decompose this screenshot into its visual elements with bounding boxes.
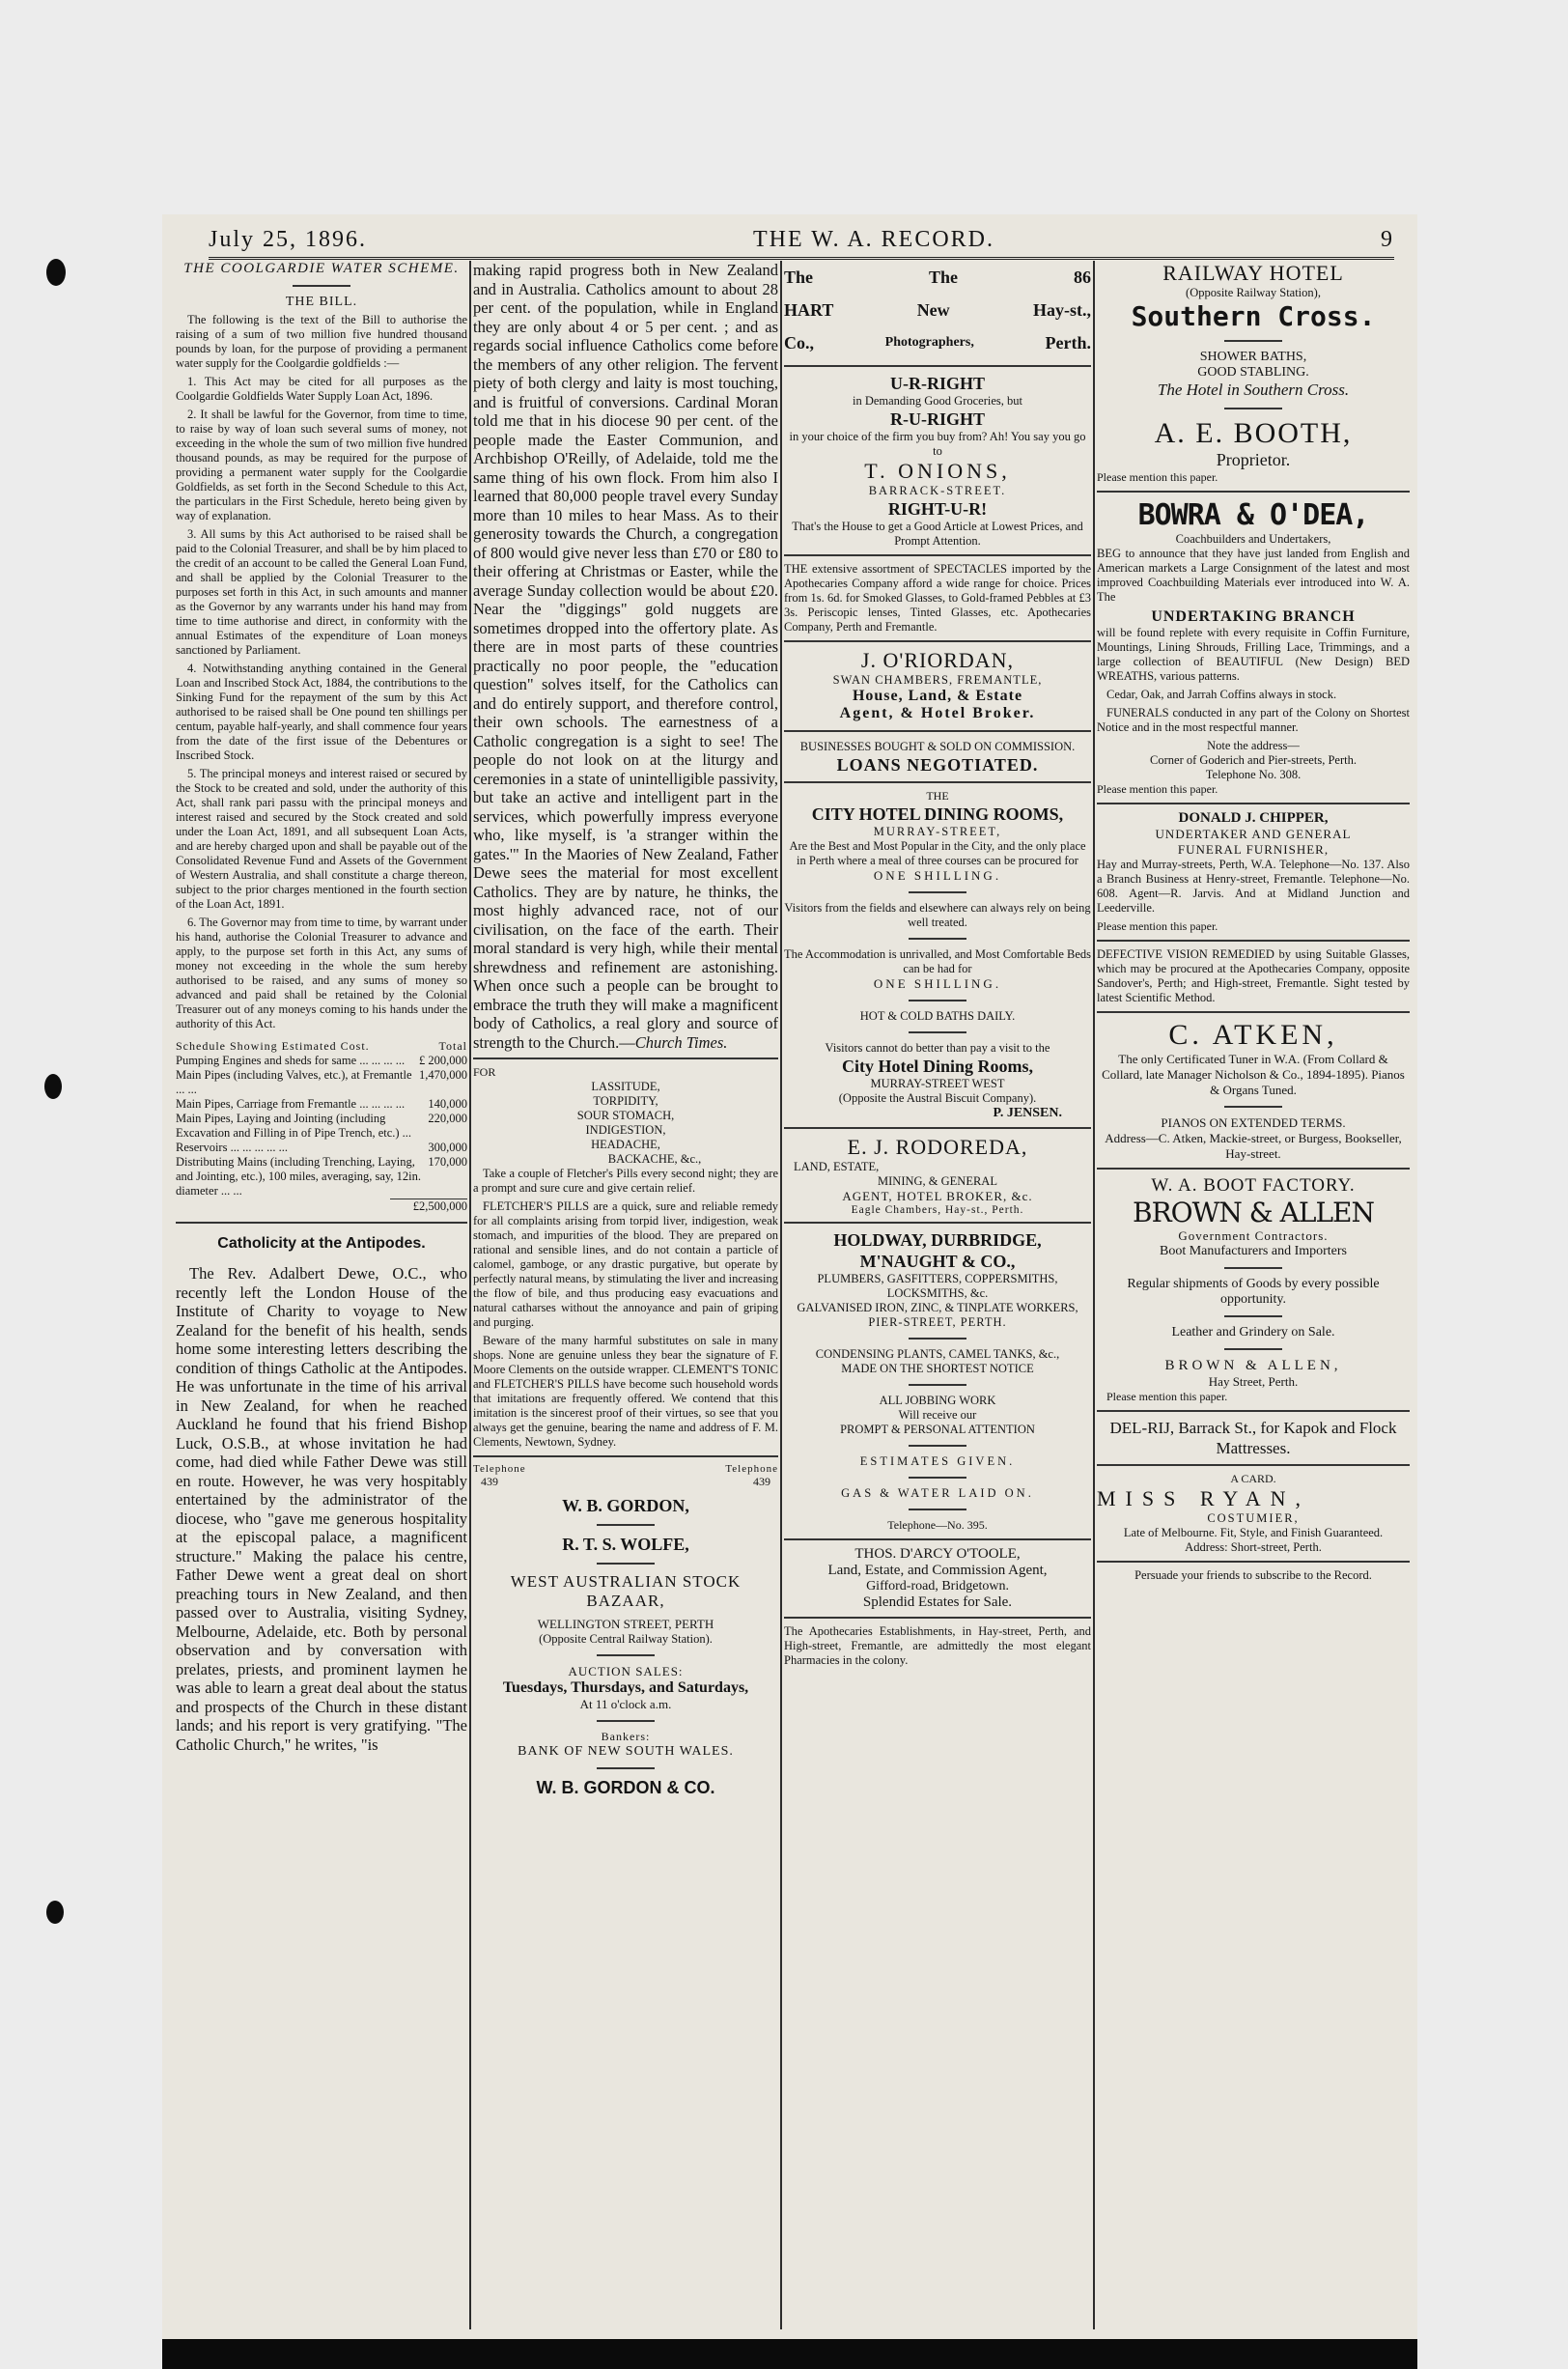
- ad-oriordan: J. O'RIORDAN, SWAN CHAMBERS, FREMANTLE, House, Land, & Estate Agent, & Hotel Broker. BUSINESSES BOUGHT & SOLD ON COMMISSION. LOANS NEGOTIATED.: [784, 640, 1091, 776]
- ad-city-hotel: THE CITY HOTEL DINING ROOMS, MURRAY-STREET, Are the Best and Most Popular in the City, and the only place in Perth where a meal of three courses can be procured for ONE SHILLING. Visitors from the fields and elsewhere can always rely on being well treated. The Accommodation is unrivalled, and Most Comfortable Beds can be had for ONE SHILLING. HOT & COLD BATHS DAILY. Visitors cannot do better than pay a visit to the City Hotel Dining Rooms, MURRAY-STREET WEST (Opposite the Austral Biscuit Company). P. JENSEN.: [784, 781, 1091, 1121]
- article-source: Church Times.: [634, 1032, 728, 1052]
- ink-blot: [44, 1074, 62, 1099]
- ad-address-note: (Opposite Central Railway Station).: [539, 1632, 713, 1646]
- ad-miss-ryan: A CARD. MISS RYAN, COSTUMIER, Late of Melbourne. Fit, Style, and Finish Guaranteed. Address: Short-street, Perth.: [1097, 1464, 1410, 1555]
- ad-otoole: THOS. D'ARCY O'TOOLE, Land, Estate, and Commission Agent, Gifford-road, Bridgetown. Splendid Estates for Sale.: [784, 1538, 1091, 1611]
- ad-holdway: HOLDWAY, DURBRIDGE, M'NAUGHT & CO., PLUMBERS, GASFITTERS, COPPERSMITHS, LOCKSMITHS, &c. GALVANISED IRON, ZINC, & TINPLATE WORKERS, PIER-STREET, PERTH. CONDENSING PLANTS, CAMEL TANKS, &c., MADE ON THE SHORTEST NOTICE ALL JOBBING WORK Will receive our PROMPT & PERSONAL ATTENTION ESTIMATES GIVEN. GAS & WATER LAID ON. Telephone—No. 395.: [784, 1222, 1091, 1533]
- proprietor-name: A. E. BOOTH,: [1154, 417, 1353, 449]
- bill-clause: 4. Notwithstanding anything contained in the General Loan and Inscribed Stock Act, 1884, the contributions to the Sinking Fund for the repayment of the sum by this Act authorised to be raised shall be One pound ten shillings per centum, payable half-yearly, and shall commence four years from the date of the first issue of the Debentures or Inscribed Stock.: [176, 662, 467, 762]
- article-subtitle-bill: THE BILL.: [285, 295, 358, 309]
- ad-name: DONALD J. CHIPPER,: [1178, 810, 1329, 826]
- ad-persuade: Persuade your friends to subscribe to the Record.: [1097, 1561, 1410, 1583]
- ad-del-rij: DEL-RIJ, Barrack St., for Kapok and Flock Mattresses.: [1097, 1410, 1410, 1458]
- bill-intro: The following is the text of the Bill to authorise the raising of a sum of two million five hundred thousand pounds by loan, for the purpose of providing a permanent water supply for the Coolgardie goldfields :—: [176, 313, 467, 370]
- ad-name: W. B. GORDON,: [562, 1496, 689, 1515]
- auction-time: At 11 o'clock a.m.: [579, 1697, 672, 1711]
- ink-blot: [46, 259, 66, 286]
- bill-clause: 6. The Governor may from time to time, by warrant under his hand, authorise the Colonial Treasurer to advance and apply, to the purpose set forth in this Act, any sums of money not exceeding in the whole the sum hereby authorised to be raised, and any sums of money so advanced and paid shall be retained by the Colonial Treasurer out of any moneys coming to his hands under the authority of this Act.: [176, 916, 467, 1030]
- divider: [1224, 1267, 1282, 1269]
- divider: [909, 1031, 966, 1033]
- ad-bowra-odea: BOWRA & O'DEA, Coachbuilders and Undertakers, BEG to announce that they have just landed from English and American markets a Large Consignment of the latest and most improved Coachbuilding Materials ever introduced into W. A. The UNDERTAKING BRANCH will be found replete with every requisite in Coffin Furniture, Mountings, Lining Shrouds, Frilling Lace, Trimmings, and a large collection of BEAUTIFUL (New Design) BED WREATHS, various patterns. Cedar, Oak, and Jarrah Coffins always in stock. FUNERALS conducted in any part of the Colony on Shortest Notice and in the most respectful manner. Note the address— Corner of Goderich and Pier-streets, Perth. Telephone No. 308. Please mention this paper.: [1097, 491, 1410, 797]
- article-title-catholicity: Catholicity at the Antipodes.: [217, 1235, 426, 1252]
- schedule-row: Distributing Mains (including Trenching, Laying, and Jointing, etc.), 100 miles, averaging, say, 12in. diameter ... ... 170,000: [176, 1155, 467, 1198]
- scan-border-right: [1417, 0, 1568, 2369]
- column-4: [1097, 261, 1410, 2329]
- divider: [597, 1720, 655, 1722]
- divider: [176, 1222, 467, 1224]
- bill-clause: 2. It shall be lawful for the Governor, from time to time, to raise by way of loan such several sums of money, not exceeding in the whole the sum of two million five hundred thousand pounds, as may be required for the purpose of providing a permanent water supply for the Coolgardie Goldfields, as set forth in the Second Schedule to this Act, the particulars in the First Schedule, hereto being given by way of explanation.: [176, 408, 467, 522]
- divider: [909, 1384, 966, 1386]
- ad-chipper: DONALD J. CHIPPER, UNDERTAKER AND GENERAL FUNERAL FURNISHER, Hay and Murray-streets, Perth, W.A. Telephone—No. 137. Also a Branch Business at Henry-street, Fremantle. Telephone—No. 608. Agent—R. Jarvis. And at Midland Junction and Leederville. Please mention this paper.: [1097, 803, 1410, 934]
- schedule-total-heading: Total: [438, 1039, 467, 1053]
- ad-name: THOS. D'ARCY O'TOOLE,: [854, 1546, 1021, 1562]
- divider: [909, 1477, 966, 1479]
- ad-name: E. J. RODOREDA,: [847, 1135, 1028, 1159]
- ad-rodoreda: E. J. RODOREDA, LAND, ESTATE, MINING, & GENERAL AGENT, HOTEL BROKER, &c. Eagle Chambers, Hay-st., Perth.: [784, 1127, 1091, 1216]
- divider: [1224, 340, 1282, 342]
- ad-business: WEST AUSTRALIAN STOCK BAZAAR,: [510, 1572, 742, 1610]
- bill-clause: 3. All sums by this Act authorised to be raised shall be paid to the Colonial Treasurer, and shall be by him placed to the credit of an account to be called the General Loan Fund, and shall be applied by the Colonial Treasurer to the purposes set forth in this Act, in such amounts and manner as the Governor by any warrants under his hand may from time to time authorise and direct, in conformity with the annual Estimates of the expenditure of Loan moneys sanctioned by Parliament.: [176, 527, 467, 657]
- telephone-label: Telephone: [473, 1463, 526, 1475]
- bankers-label: Bankers:: [601, 1730, 651, 1743]
- divider: [909, 1509, 966, 1510]
- ad-name: BOWRA & O'DEA,: [1137, 498, 1369, 532]
- ad-apothecaries: The Apothecaries Establishments, in Hay-street, Perth, and High-street, Fremantle, are admittedly the most elegant Pharmacies in the colony.: [784, 1617, 1091, 1668]
- masthead: THE W. A. RECORD.: [752, 227, 995, 252]
- column-rule: [469, 261, 471, 2329]
- divider: [1224, 408, 1282, 409]
- schedule-title: Schedule Showing Estimated Cost.: [176, 1039, 370, 1053]
- ad-hart-photographers: The The 86 HART New Hay-st., Co., Photographers, Perth.: [784, 268, 1091, 353]
- ad-name: RAILWAY HOTEL: [1162, 261, 1344, 285]
- ad-brown-allen: W. A. BOOT FACTORY. BROWN & ALLEN Government Contractors. Boot Manufacturers and Importers Regular shipments of Goods by every possible opportunity. Leather and Grindery on Sale. BROWN & ALLEN, Hay Street, Perth. Please mention this paper.: [1097, 1168, 1410, 1404]
- divider: [597, 1563, 655, 1565]
- divider: [909, 1338, 966, 1340]
- divider: [909, 891, 966, 893]
- divider: [1224, 1106, 1282, 1108]
- ad-name: R. T. S. WOLFE,: [562, 1535, 689, 1554]
- divider: [784, 730, 1091, 732]
- auction-heading: AUCTION SALES:: [568, 1664, 684, 1678]
- slogan: RIGHT-U-R!: [887, 499, 988, 519]
- schedule-row: Main Pipes, Carriage from Fremantle ... ... ... ... 140,000: [176, 1097, 467, 1111]
- divider: [597, 1654, 655, 1656]
- ad-name: M'NAUGHT & CO.,: [859, 1252, 1016, 1271]
- divider: [909, 1445, 966, 1447]
- issue-date: July 25, 1896.: [209, 227, 368, 252]
- schedule-row: Reservoirs ... ... ... ... ... 300,000: [176, 1141, 467, 1154]
- ad-name: MISS RYAN,: [1097, 1486, 1311, 1510]
- ad-name: T. ONIONS,: [864, 459, 1011, 483]
- slogan: R-U-RIGHT: [890, 409, 985, 429]
- divider: [1224, 1315, 1282, 1317]
- ad-gordon-wolfe: [473, 1455, 778, 1798]
- schedule-total: £2,500,000: [390, 1199, 467, 1214]
- scan-border-top: [0, 0, 1568, 214]
- auction-days: Tuesdays, Thursdays, and Saturdays,: [502, 1679, 749, 1696]
- telephone-number: 439: [481, 1475, 498, 1488]
- article-title-coolgardie: THE COOLGARDIE WATER SCHEME.: [183, 261, 460, 276]
- ad-spectacles: THE extensive assortment of SPECTACLES imported by the Apothecaries Company afford a wide range for choice. Prices from 1s. 6d. for Smoked Glasses, to Gold-framed Pebbles at £3 3s. Periscopic lenses, Tinted Glasses, etc. Apothecaries Company, Perth and Fremantle.: [784, 554, 1091, 635]
- telephone-label: Telephone: [725, 1463, 778, 1475]
- column-1: [176, 261, 467, 2329]
- ad-text: Beware of the many harmful substitutes on sale in many shops. None are genuine unless they bear the signature of F. Moore Clements on the outside wrapper. CLEMENT'S TONIC and FLETCHER'S PILLS have become such household words that imitations are frequently offered. We contend that this imitation is the sincerest proof of their virtues, so see that you always get the genuine, bearing the name and address of F. M. Clements, Newtown, Sydney.: [473, 1334, 778, 1449]
- bank-name: BANK OF NEW SOUTH WALES.: [518, 1744, 734, 1759]
- ad-text: FLETCHER'S PILLS are a quick, sure and reliable remedy for all complaints arising from torpid liver, indigestion, weak stomach, and impurities of the blood. They are prepared on rational and sensible lines, and do not contain a particle of calomel, gamboge, or any drastic purgative, but operate by perfectly natural means, by stimulating the liver and increasing the flow of bile, and thus producing easy evacuations and natural catharses without the annoyance and pain of griping and purging.: [473, 1199, 778, 1329]
- ad-name: BROWN & ALLEN: [1133, 1197, 1374, 1228]
- town-name: Southern Cross.: [1131, 300, 1376, 332]
- slogan: U-R-RIGHT: [890, 374, 985, 393]
- article-body-catholicity-cont: making rapid progress both in New Zealand and in Australia. Catholics amount to about 28 per cent. of the population, while in England they are only about 4 or 5 per cent. ; and as regards social influence Catholics come before the members of any other religion. The fervent piety of both clergy and laity is most touching, and is fruitful of conversions. Cardinal Moran told me that in his diocese 90 per cent. of the people made the Easter Communion, and Archbishop O'Reilly, of Adelaide, told me the same thing of his own flock. From him also I learned that 80,000 people travel every Sunday more than 10 miles to hear Mass. As to their generosity towards the Church, a congregation of 800 would give never less than £70 or £80 to their offering at Christmas or Easter, while the average Sunday collection would be about £20. Near the "diggings" gold nuggets are sometimes dropped into the offertory plate. As there are in most parts of these countries practically no poor people, the "education question" solves itself, for the Catholics can and do entirely support, and therefore control, their own schools. The earnestness of a Catholic congregation is a sight to see! The people do not look on at the liturgy and ceremonies in a state of unintelligible passivity, but take an active and intelligent part in the services, which powerfully impress everyone who, like myself, is 'a stranger within the gates.'" In the Maories of New Zealand, Father Dewe sees the material for most excellent Catholics. They are by nature, he thinks, the most highly advanced race, not of our civilisation, on the face of the earth. Their moral standard is very high, while their mental shrewdness and refinement are astonishing. When once such a people can be brought to embrace the truth they will make a magnificent body of Catholics, a real glory and source of strength to the Church.—Church Times.: [473, 261, 778, 1052]
- schedule-row: Pumping Engines and sheds for same ... ... ... ... £ 200,000: [176, 1054, 467, 1067]
- column-3: [784, 261, 1091, 2329]
- ink-blot: [46, 1901, 64, 1924]
- ad-atken: C. ATKEN, The only Certificated Tuner in W.A. (From Collard & Collard, late Manager Nicholson & Co., 1894-1895). Pianos & Organs Tuned. PIANOS ON EXTENDED TERMS. Address—C. Atken, Mackie-street, or Burgess, Bookseller, Hay-street.: [1097, 1011, 1410, 1162]
- ad-for: FOR: [473, 1065, 496, 1079]
- ad-railway-hotel: RAILWAY HOTEL (Opposite Railway Station), Southern Cross. SHOWER BATHS, GOOD STABLING. The Hotel in Southern Cross. A. E. BOOTH, Proprietor. Please mention this paper.: [1097, 261, 1410, 485]
- divider: [909, 938, 966, 940]
- ad-name: CITY HOTEL DINING ROOMS,: [811, 804, 1064, 824]
- schedule-row: Main Pipes, Laying and Jointing (including Excavation and Filling in of Pipe Trench, etc.) ... 220,000: [176, 1112, 467, 1140]
- scan-border-left: [0, 0, 162, 2369]
- ad-text: Take a couple of Fletcher's Pills every second night; they are a prompt and sure cure and give certain relief.: [473, 1167, 778, 1195]
- bill-clause: 5. The principal moneys and interest raised or secured by the Stock to be created and sold, under the authority of this Act, shall rank pari passu with the principal moneys and interest raised and secured by the Stock created and sold under the Loan Act, 1891, and all subsequent Loan Acts, and are hereby charged upon and shall be payable out of the Consolidated Revenue Fund and Assets of the Government of Western Australia, and shall constitute a charge thereon, subject to the prior charges mentioned in the fourth section of the Loan Act, 1891.: [176, 767, 467, 911]
- column-rule: [1093, 261, 1095, 2329]
- divider: [1224, 1348, 1282, 1350]
- ad-fletchers-pills: [473, 1058, 778, 1450]
- newspaper-page: [162, 214, 1417, 2339]
- schedule-header: [176, 1039, 467, 1054]
- divider: [909, 1000, 966, 1001]
- bill-clause: 1. This Act may be cited for all purposes as the Coolgardie Goldfields Water Supply Loan Act, 1896.: [176, 375, 467, 403]
- ad-name: C. ATKEN,: [1168, 1019, 1338, 1051]
- schedule-row: Main Pipes (including Valves, etc.), at Fremantle ... ... 1,470,000: [176, 1068, 467, 1096]
- page-number: 9: [1380, 227, 1394, 252]
- column-2: [473, 261, 778, 2329]
- ad-address: WELLINGTON STREET, PERTH: [537, 1617, 714, 1631]
- ad-name: W. B. GORDON & CO.: [536, 1778, 715, 1797]
- article-body-catholicity: The Rev. Adalbert Dewe, O.C., who recently left the London House of the Institute of Charity to voyage to New Zealand for the benefit of his health, sends home some interesting letters describing the condition of things Catholic at the Antipodes. He was unfortunate in the time of his arrival in New Zealand, for when he reached Auckland he found that his friend Bishop Luck, O.S.B., at whose invitation he had come, had died while Father Dewe was still en route. However, he was very hospitably entertained by the administrator of the diocese, who "gave me generous hospitality at the episcopal palace, a magnificent structure." Making the palace his centre, Father Dewe went a great deal on short preaching tours in New Zealand, and then passed over to Australia, visiting Sydney, Melbourne, Adelaide, etc. Both by personal observation and by conversation with prelates, priests, and prominent laymen he was able to learn a great deal about the status and prospects of the Church in these distant lands; and his report is very gratifying. "The Catholic Church," he writes, "is: [176, 1264, 467, 1754]
- page-header: [209, 218, 1394, 260]
- proprietor-name: P. JENSEN.: [993, 1106, 1062, 1120]
- column-rule: [780, 261, 782, 2329]
- ailment-list: LASSITUDE, TORPIDITY, SOUR STOMACH, INDIGESTION, HEADACHE, BACKACHE, &c.,: [576, 1080, 702, 1166]
- divider: [597, 1524, 655, 1526]
- divider: [293, 285, 350, 287]
- ad-onions: U-R-RIGHT in Demanding Good Groceries, but R-U-RIGHT in your choice of the firm you buy from? Ah! You say you go to T. ONIONS, BARRACK-STREET. RIGHT-U-R! That's the House to get a Good Article at Lowest Prices, and Prompt Attention.: [784, 365, 1091, 549]
- telephone-number: 439: [753, 1475, 770, 1488]
- ad-name: J. O'RIORDAN,: [860, 648, 1015, 672]
- ad-name: HOLDWAY, DURBRIDGE,: [833, 1230, 1042, 1250]
- ad-defective-vision: DEFECTIVE VISION REMEDIED by using Suitable Glasses, which may be procured at the Apothecaries Company, opposite Sandover's, Perth; and High-street, Fremantle. Sight tested by latest Scientific Method.: [1097, 940, 1410, 1005]
- divider: [597, 1767, 655, 1769]
